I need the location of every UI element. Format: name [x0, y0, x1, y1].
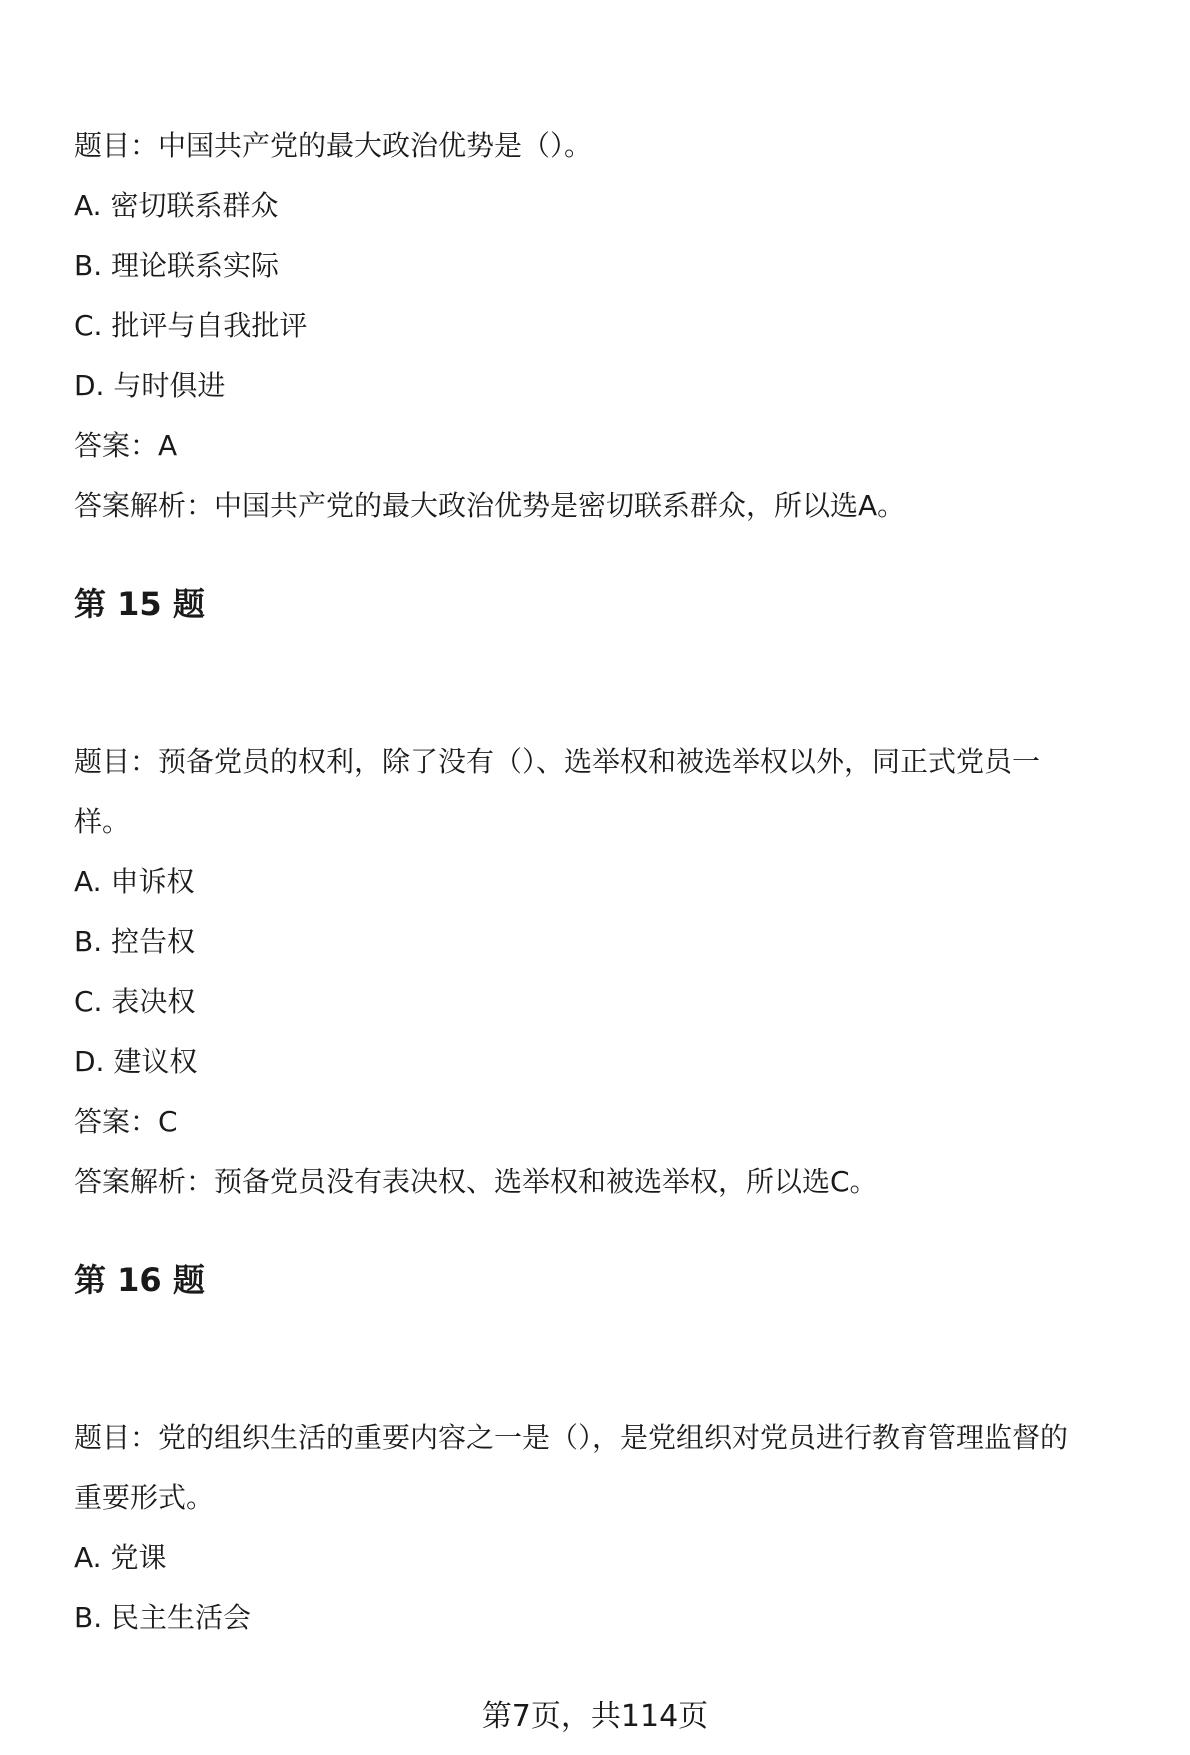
option-b: B. 理论联系实际	[74, 249, 280, 282]
explanation-text: 答案解析：预备党员没有表决权、选举权和被选举权，所以选C。	[74, 1165, 878, 1198]
question-text: 题目：中国共产党的最大政治优势是（）。	[74, 129, 593, 162]
question-text-continued: 样。	[74, 805, 131, 838]
option-d: D. 建议权	[74, 1045, 198, 1078]
option-a: A. 密切联系群众	[74, 189, 279, 222]
option-b: B. 控告权	[74, 925, 196, 958]
question-text: 题目：党的组织生活的重要内容之一是（），是党组织对党员进行教育管理监督的	[74, 1421, 1069, 1454]
option-a: A. 申诉权	[74, 865, 195, 898]
option-a: A. 党课	[74, 1541, 167, 1574]
option-b: B. 民主生活会	[74, 1601, 252, 1634]
option-c: C. 表决权	[74, 985, 196, 1018]
question-text: 题目：预备党员的权利，除了没有（）、选举权和被选举权以外，同正式党员一	[74, 745, 1041, 778]
option-d: D. 与时俱进	[74, 369, 226, 402]
option-c: C. 批评与自我批评	[74, 309, 308, 342]
answer-text: 答案：A	[74, 429, 178, 462]
page-number: 第7页，共114页	[481, 1699, 709, 1734]
question-text-continued: 重要形式。	[74, 1481, 215, 1514]
question-heading: 第 16 题	[74, 1261, 205, 1299]
question-heading: 第 15 题	[74, 585, 205, 623]
explanation-text: 答案解析：中国共产党的最大政治优势是密切联系群众，所以选A。	[74, 489, 906, 522]
answer-text: 答案：C	[74, 1105, 178, 1138]
